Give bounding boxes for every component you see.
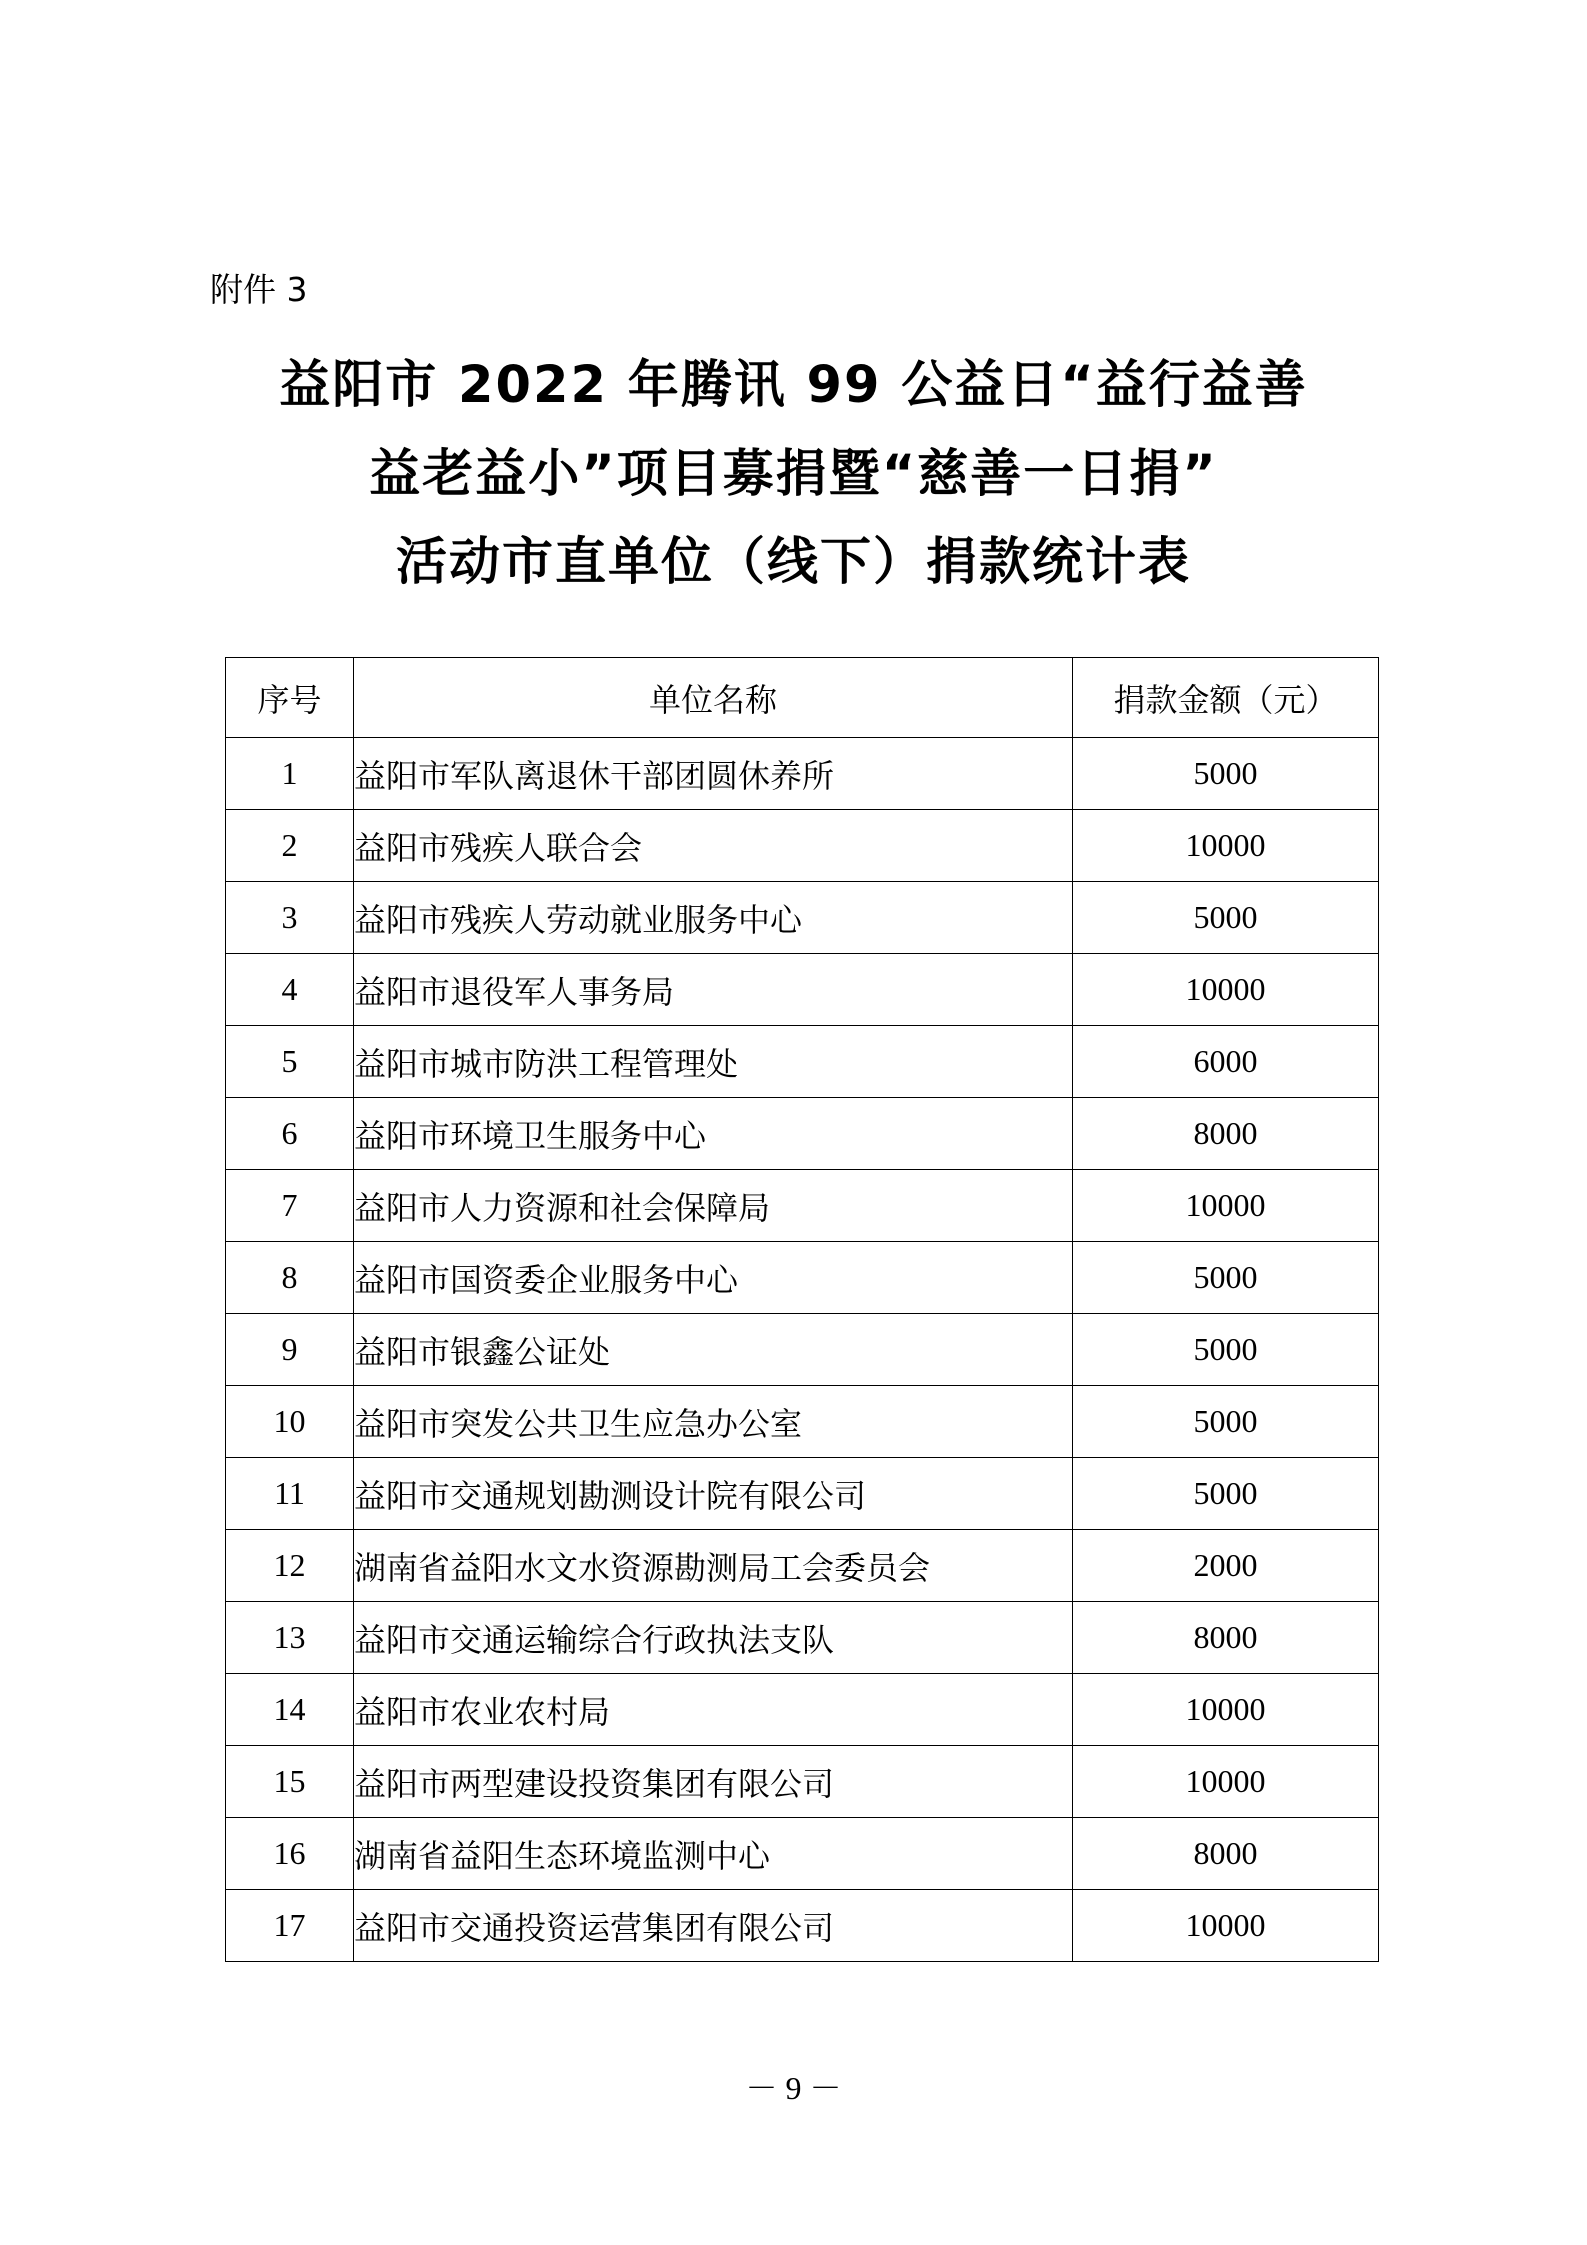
row-unit-name: 益阳市交通投资运营集团有限公司	[354, 1890, 1073, 1962]
row-amount: 10000	[1073, 954, 1379, 1026]
table-row	[226, 1890, 1379, 1962]
row-amount: 5000	[1073, 1386, 1379, 1458]
table-body	[226, 738, 1379, 1962]
row-index: 6	[226, 1098, 354, 1170]
table-row	[226, 1314, 1379, 1386]
row-unit-name: 湖南省益阳水文水资源勘测局工会委员会	[354, 1530, 1073, 1602]
table-row	[226, 1674, 1379, 1746]
row-index: 17	[226, 1890, 354, 1962]
document-title-line-3: 活动市直单位（线下）捐款统计表	[395, 533, 1191, 592]
row-unit-name: 益阳市残疾人联合会	[354, 810, 1073, 882]
row-unit-name: 益阳市农业农村局	[354, 1674, 1073, 1746]
table-header-row	[226, 658, 1379, 738]
row-amount: 6000	[1073, 1026, 1379, 1098]
row-unit-name: 益阳市环境卫生服务中心	[354, 1098, 1073, 1170]
row-amount: 5000	[1073, 1242, 1379, 1314]
table-row	[226, 1026, 1379, 1098]
row-index: 3	[226, 882, 354, 954]
row-index: 11	[226, 1458, 354, 1530]
table-row	[226, 1242, 1379, 1314]
donation-table	[225, 657, 1379, 1962]
row-amount: 8000	[1073, 1602, 1379, 1674]
table-row	[226, 954, 1379, 1026]
row-unit-name: 湖南省益阳生态环境监测中心	[354, 1818, 1073, 1890]
row-amount: 5000	[1073, 738, 1379, 810]
header-unit-name: 单位名称	[354, 658, 1073, 738]
table-row	[226, 1170, 1379, 1242]
row-unit-name: 益阳市退役军人事务局	[354, 954, 1073, 1026]
document-title-line-2: 益老益小”项目募捐暨“慈善一日捐”	[369, 445, 1218, 504]
table-row	[226, 738, 1379, 810]
row-amount: 8000	[1073, 1818, 1379, 1890]
row-index: 2	[226, 810, 354, 882]
row-amount: 5000	[1073, 1314, 1379, 1386]
row-unit-name: 益阳市银鑫公证处	[354, 1314, 1073, 1386]
row-index: 8	[226, 1242, 354, 1314]
table-row	[226, 1746, 1379, 1818]
row-unit-name: 益阳市城市防洪工程管理处	[354, 1026, 1073, 1098]
table-row	[226, 1098, 1379, 1170]
row-index: 13	[226, 1602, 354, 1674]
row-unit-name: 益阳市交通运输综合行政执法支队	[354, 1602, 1073, 1674]
table-row	[226, 1818, 1379, 1890]
table-row	[226, 1386, 1379, 1458]
row-unit-name: 益阳市交通规划勘测设计院有限公司	[354, 1458, 1073, 1530]
row-unit-name: 益阳市人力资源和社会保障局	[354, 1170, 1073, 1242]
row-index: 15	[226, 1746, 354, 1818]
table-row	[226, 810, 1379, 882]
row-amount: 10000	[1073, 1890, 1379, 1962]
row-unit-name: 益阳市残疾人劳动就业服务中心	[354, 882, 1073, 954]
row-amount: 5000	[1073, 1458, 1379, 1530]
row-index: 9	[226, 1314, 354, 1386]
document-title-line-1: 益阳市 2022 年腾讯 99 公益日“益行益善	[279, 356, 1308, 415]
attachment-label: 附件 3	[210, 270, 308, 309]
row-amount: 10000	[1073, 1746, 1379, 1818]
page-number: － 9 －	[745, 2070, 842, 2106]
table-row	[226, 1602, 1379, 1674]
header-amount: 捐款金额（元）	[1073, 658, 1379, 738]
table-row	[226, 882, 1379, 954]
row-unit-name: 益阳市两型建设投资集团有限公司	[354, 1746, 1073, 1818]
row-index: 16	[226, 1818, 354, 1890]
row-index: 5	[226, 1026, 354, 1098]
row-unit-name: 益阳市军队离退休干部团圆休养所	[354, 738, 1073, 810]
row-amount: 10000	[1073, 1674, 1379, 1746]
row-index: 4	[226, 954, 354, 1026]
row-index: 12	[226, 1530, 354, 1602]
row-index: 10	[226, 1386, 354, 1458]
row-index: 7	[226, 1170, 354, 1242]
row-unit-name: 益阳市突发公共卫生应急办公室	[354, 1386, 1073, 1458]
row-amount: 2000	[1073, 1530, 1379, 1602]
row-amount: 10000	[1073, 1170, 1379, 1242]
table-row	[226, 1458, 1379, 1530]
row-amount: 10000	[1073, 810, 1379, 882]
row-amount: 8000	[1073, 1098, 1379, 1170]
row-index: 1	[226, 738, 354, 810]
row-index: 14	[226, 1674, 354, 1746]
table-row	[226, 1530, 1379, 1602]
header-index: 序号	[226, 658, 354, 738]
row-amount: 5000	[1073, 882, 1379, 954]
row-unit-name: 益阳市国资委企业服务中心	[354, 1242, 1073, 1314]
